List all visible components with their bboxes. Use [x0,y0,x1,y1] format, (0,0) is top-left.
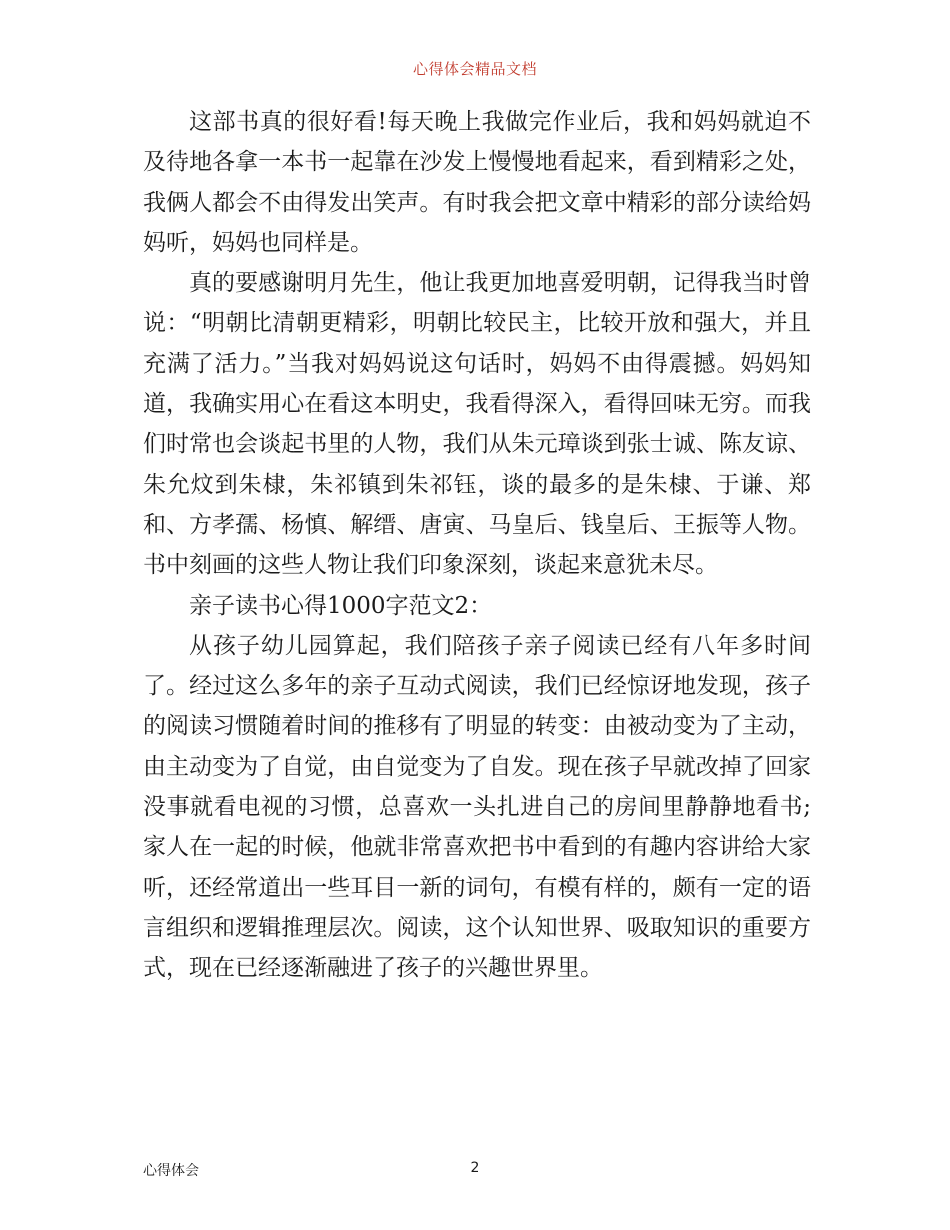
footer-label: 心得体会 [143,1163,199,1179]
document-body [143,102,811,989]
page-number: 2 [470,1160,480,1176]
paragraph-book-enjoyment: 这部书真的很好看!每天晚上我做完作业后，我和妈妈就迫不及待地各拿一本书一起靠在沙发上慢慢地看起来，看到精彩之处，我俩人都会不由得发出笑声。有时我会把文章中精彩的部分读给妈妈听，妈妈也同样是。 [143,109,811,256]
section-heading-sample-2: 亲子读书心得1000字范文2： [189,592,493,619]
paragraph-ming-dynasty: 真的要感谢明月先生，他让我更加地喜爱明朝，记得我当时曾说：“明朝比清朝更精彩，明朝比较民主，比较开放和强大，并且充满了活力。”当我对妈妈说这句话时，妈妈不由得震撼。妈妈知道，我确实用心在看这本明史，我看得深入，看得回味无穷。而我们时常也会谈起书里的人物，我们从朱元璋谈到张士诚、陈友谅、朱允炆到朱棣，朱祁镇到朱祁钰，谈的最多的是朱棣、于谦、郑和、方孝孺、杨慎、解缙、唐寅、马皇后、钱皇后、王振等人物。书中刻画的这些人物让我们印象深刻，谈起来意犹未尽。 [143,270,811,579]
page-header-title: 心得体会精品文档 [412,60,537,78]
paragraph-parent-child-reading: 从孩子幼儿园算起，我们陪孩子亲子阅读已经有八年多时间了。经过这么多年的亲子互动式阅读，我们已经惊讶地发现，孩子的阅读习惯随着时间的推移有了明显的转变：由被动变为了主动，由主动变为了自觉，由自觉变为了自发。现在孩子早就改掉了回家没事就看电视的习惯，总喜欢一头扎进自己的房间里静静地看书;家人在一起的时候，他就非常喜欢把书中看到的有趣内容讲给大家听，还经常道出一些耳目一新的词句，有模有样的，颇有一定的语言组织和逻辑推理层次。阅读，这个认知世界、吸取知识的重要方式，现在已经逐渐融进了孩子的兴趣世界里。 [143,632,811,982]
